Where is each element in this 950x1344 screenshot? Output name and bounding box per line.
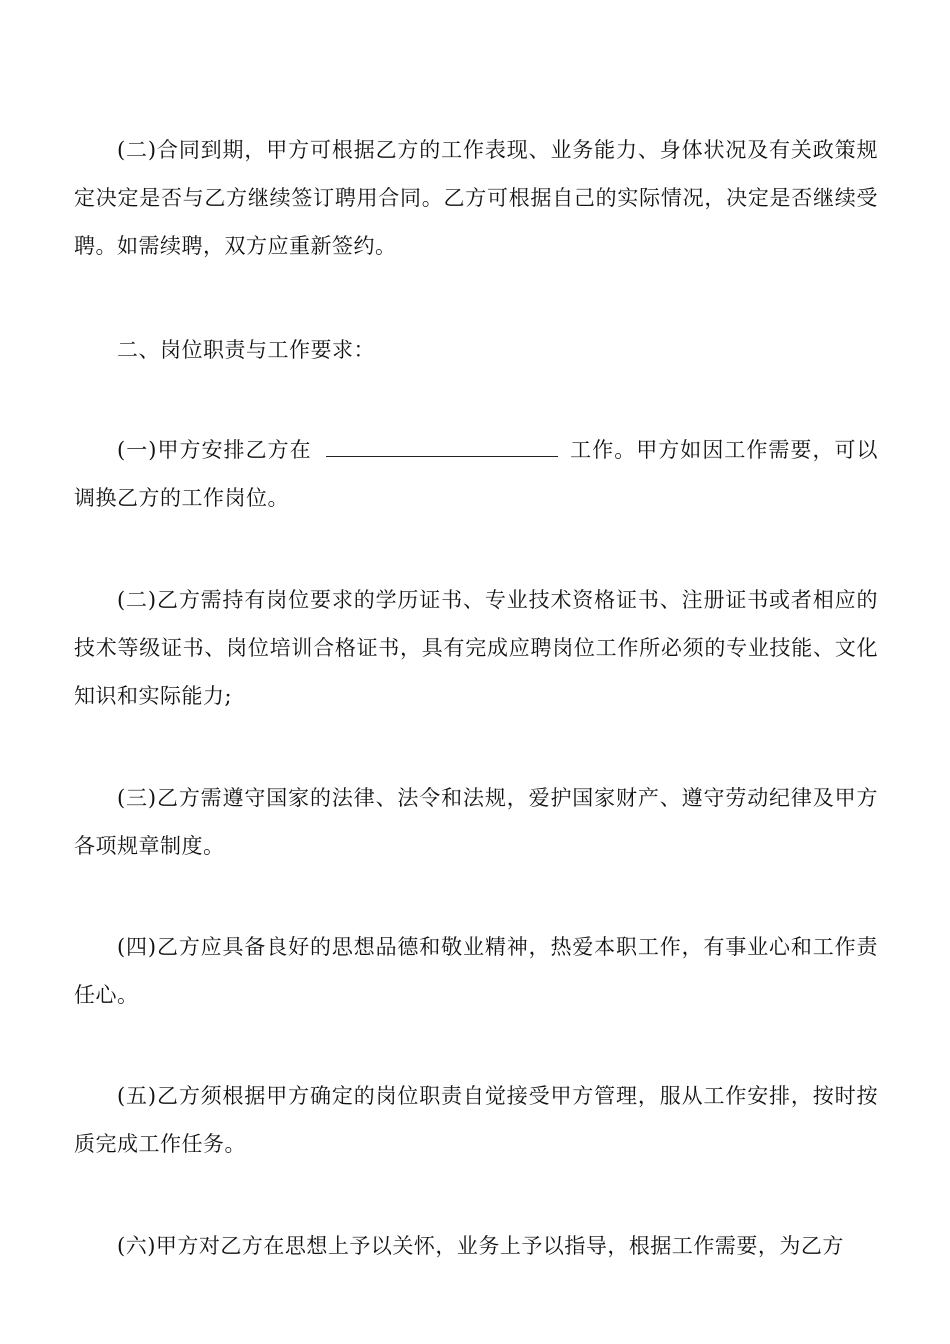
paragraph-item-5: (五)乙方须根据甲方确定的岗位职责自觉接受甲方管理，服从工作安排，按时按质完成工作任务。: [74, 1084, 878, 1156]
item1-text-before: (一)甲方安排乙方在: [117, 438, 312, 462]
paragraph-renewal: (二)合同到期，甲方可根据乙方的工作表现、业务能力、身体状况及有关政策规定决定是否与乙方继续签订聘用合同。乙方可根据自己的实际情况，决定是否继续受聘。如需续聘，双方应重新签约。: [74, 138, 878, 258]
paragraph-item-3: (三)乙方需遵守国家的法律、法令和法规，爱护国家财产、遵守劳动纪律及甲方各项规章制度。: [74, 786, 878, 858]
section-heading-duties: 二、岗位职责与工作要求：: [117, 338, 375, 362]
paragraph-item-4: (四)乙方应具备良好的思想品德和敬业精神，热爱本职工作，有事业心和工作责任心。: [74, 935, 878, 1007]
item1-text-after: 工作。甲方如因工作需要，可以调换乙方的工作岗位。: [74, 438, 878, 510]
position-blank-line: [326, 455, 558, 457]
paragraph-item-6: (六)甲方对乙方在思想上予以关怀，业务上予以指导，根据工作需要，为乙方: [117, 1234, 844, 1258]
paragraph-item-1: [74, 426, 878, 522]
paragraph-item-2: (二)乙方需持有岗位要求的学历证书、专业技术资格证书、注册证书或者相应的技术等级证书、岗位培训合格证书，具有完成应聘岗位工作所必须的专业技能、文化知识和实际能力;: [74, 588, 878, 708]
